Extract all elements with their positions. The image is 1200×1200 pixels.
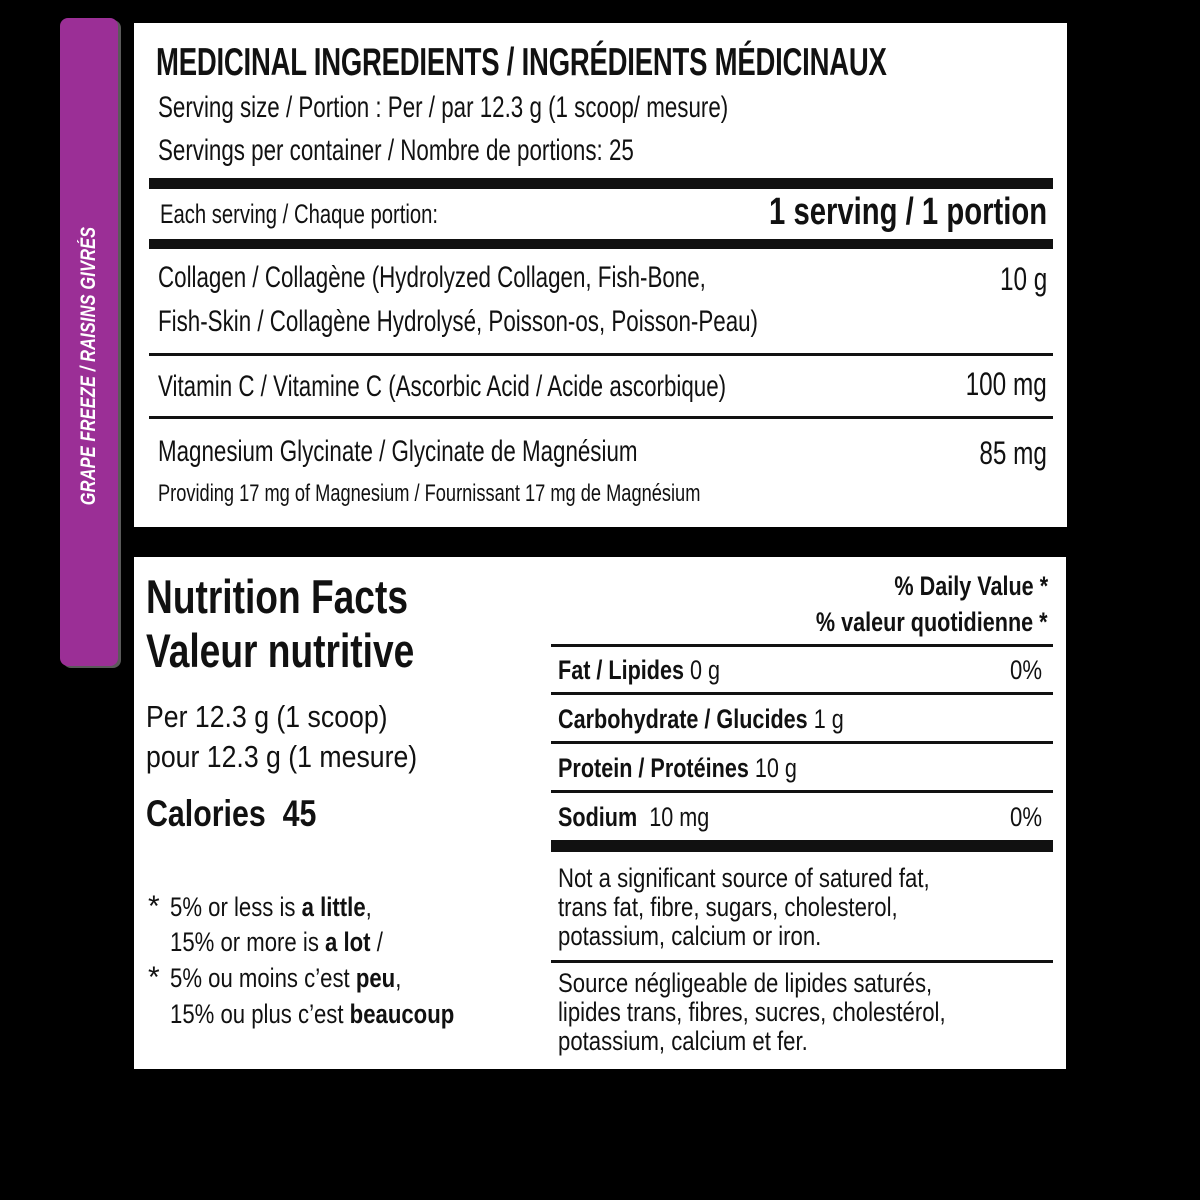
ingredient-collagen-name-2: Fish-Skin / Collagène Hydrolysé, Poisson-os, Poisson-Peau) xyxy=(158,305,758,338)
per-serving-en: Per 12.3 g (1 scoop) xyxy=(146,699,388,734)
daily-value-header-fr: % valeur quotidienne * xyxy=(816,607,1048,637)
each-serving-value: 1 serving / 1 portion xyxy=(768,191,1047,233)
footnote-en-2: 15% or more is a lot / xyxy=(170,927,383,957)
nutrient-row-fat: Fat / Lipides 0 g 0% xyxy=(558,655,1042,685)
footnote-fr-2: 15% ou plus c’est beaucoup xyxy=(170,999,455,1029)
obscured-text xyxy=(130,1073,1060,1169)
divider xyxy=(149,239,1053,249)
calories-value: 45 xyxy=(282,793,317,834)
divider xyxy=(149,178,1053,189)
ingredient-collagen-name: Collagen / Collagène (Hydrolyzed Collagen, Fish-Bone, xyxy=(158,261,706,294)
calories xyxy=(146,793,354,835)
each-serving-label: Each serving / Chaque portion: xyxy=(160,199,439,229)
ingredient-collagen-amount: 10 g xyxy=(999,261,1047,297)
calories-label: Calories xyxy=(146,793,266,834)
ingredient-vitamin-c-name: Vitamin C / Vitamine C (Ascorbic Acid / Acide ascorbique) xyxy=(158,370,727,403)
nutrient-row-sodium: Sodium 10 mg 0% xyxy=(558,802,1042,832)
servings-per-container: Servings per container / Nombre de portions: 25 xyxy=(158,134,634,167)
ingredient-magnesium-amount: 85 mg xyxy=(979,435,1047,471)
flavor-label: GRAPE FREEZE / RAISINS GIVRÉS xyxy=(77,226,100,506)
medicinal-ingredients-panel xyxy=(134,23,1067,527)
nutrient-row-protein: Protein / Protéines 10 g xyxy=(558,753,797,783)
divider xyxy=(551,644,1053,647)
divider xyxy=(551,741,1053,744)
nutrition-title-fr: Valeur nutritive xyxy=(146,624,415,677)
footnote-fr-1: * 5% ou moins c’est peu, xyxy=(148,961,402,994)
medicinal-title: MEDICINAL INGREDIENTS / INGRÉDIENTS MÉDICINAUX xyxy=(156,41,887,84)
serving-size: Serving size / Portion : Per / par 12.3 g (1 scoop/ mesure) xyxy=(158,91,729,124)
footnote-en-1: * 5% or less is a little, xyxy=(148,890,372,923)
ingredient-magnesium-note: Providing 17 mg of Magnesium / Fournissant 17 mg de Magnésium xyxy=(158,480,701,507)
ingredient-magnesium-name: Magnesium Glycinate / Glycinate de Magnésium xyxy=(158,435,638,468)
nutrition-facts-panel xyxy=(134,557,1066,1069)
note-fr: Source négligeable de lipides saturés, lipides trans, fibres, sucres, cholestérol, potassium, calcium et fer. xyxy=(558,968,946,1056)
asterisk-icon: * xyxy=(148,961,160,994)
divider xyxy=(551,790,1053,793)
ingredient-vitamin-c-amount: 100 mg xyxy=(965,366,1047,402)
flavor-tab xyxy=(60,18,118,666)
per-serving-fr: pour 12.3 g (1 mesure) xyxy=(146,739,418,774)
divider xyxy=(149,416,1053,419)
daily-value-header-en: % Daily Value * xyxy=(894,571,1048,601)
divider xyxy=(551,692,1053,695)
nutrition-title-en: Nutrition Facts xyxy=(146,570,408,623)
divider-thick xyxy=(551,840,1053,852)
divider xyxy=(551,960,1053,963)
note-en: Not a significant source of satured fat, trans fat, fibre, sugars, cholesterol, potassium, calcium or iron. xyxy=(558,863,930,951)
divider xyxy=(149,353,1053,356)
nutrient-row-carbohydrate: Carbohydrate / Glucides 1 g xyxy=(558,704,844,734)
asterisk-icon: * xyxy=(148,890,160,923)
